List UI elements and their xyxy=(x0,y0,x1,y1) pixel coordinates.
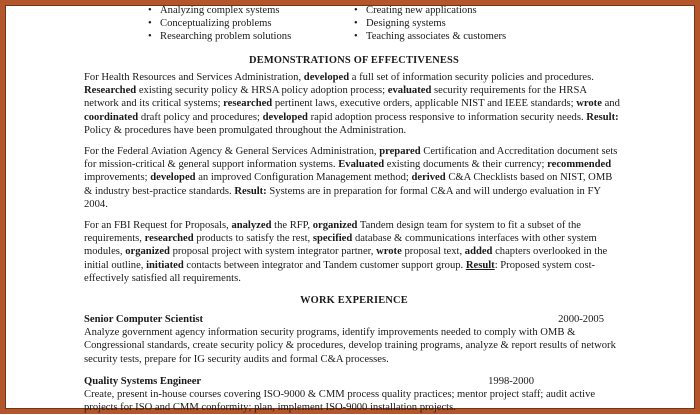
skill-item: • Analyzing complex systems xyxy=(148,4,354,17)
job-entry xyxy=(84,375,620,415)
skill-item: • Designing systems xyxy=(354,17,568,30)
job-description: Analyze government agency information security programs, identify improvements needed to comply with OMB & Congressional standards, create security policy & procedures, develop training programs, analyze & report results of network security tests, prepare for IG security audits and formal C&A processes. xyxy=(84,327,616,365)
resume-page xyxy=(84,0,624,414)
job-description: Create, present in-house courses covering ISO-9000 & CMM process quality practices; mentor project staff; audit active projects for ISO and CMM conformity; plan, implement ISO-9000 installation projects. xyxy=(84,389,596,414)
job-years: 1998-2000 xyxy=(488,376,534,387)
skill-item: • Conceptualizing problems xyxy=(148,17,354,30)
skill-item: • Researching problem solutions xyxy=(148,30,354,43)
work-experience-heading: WORK EXPERIENCE xyxy=(300,295,408,306)
effectiveness-paragraph-hrsa: For Health Resources and Services Administration, developed a full set of information security policies and procedures. Researched existing security policy & HRSA policy adoption process; evaluated security requirements for the HRSA network and its critical systems; researched pertinent laws, executive orders, applicable NIST and IEEE standards; wrote and coordinated draft policy and procedures; developed rapid adoption process responsive to information security needs. Result: Policy & procedures have been promulgated throughout the Administration. xyxy=(84,72,620,136)
job-title: Quality Systems Engineer xyxy=(84,376,202,387)
effectiveness-paragraph-faa: For the Federal Aviation Agency & General Services Administration, prepared Certification and Accreditation document sets for mission-critical & general support information systems. Evaluated existing documents & their currency; recommended improvements; developed an improved Configuration Management method; derived C&A Checklists based on NIST, OMB & industry best-practice standards. Result: Systems are in preparation for formal C&A and will undergo evaluation in FY 2004. xyxy=(84,146,618,210)
job-years: 2000-2005 xyxy=(558,314,604,325)
effectiveness-paragraph-fbi: For an FBI Request for Proposals, analyzed the RFP, organized Tandem design team for system to fit a subset of the requirements, researched products to satisfy the rest, specified database & communications interfaces with other system modules, organized proposal project with system integrator partner, wrote proposal text, added chapters overlooked in the initial outline, initiated contacts between integrator and Tandem customer support group. Result: Proposed system cost-effectively satisfied all requirements. xyxy=(84,220,608,284)
effectiveness-heading: DEMONSTRATIONS OF EFFECTIVENESS xyxy=(248,55,459,66)
skill-item: • Creating new applications xyxy=(354,4,568,17)
job-title: Senior Computer Scientist xyxy=(84,314,204,325)
skill-item: • Teaching associates & customers xyxy=(354,30,568,43)
job-entry xyxy=(84,313,620,366)
skills-list xyxy=(148,4,568,44)
